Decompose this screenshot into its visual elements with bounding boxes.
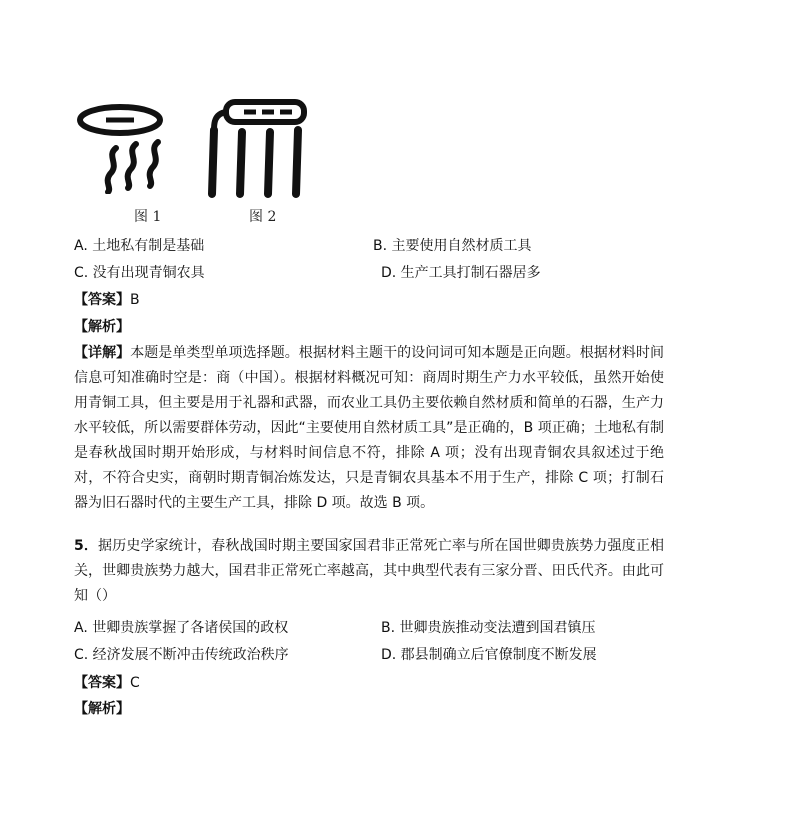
figure-1-glyph [76, 98, 168, 194]
q4-option-d: D. 生产工具打制石器居多 [381, 265, 541, 281]
q5-option-b: B. 世卿贵族推动变法遭到国君镇压 [381, 620, 596, 636]
q4-answer-value: B [130, 292, 140, 308]
q5-stem: 据历史学家统计，春秋战国时期主要国家国君非正常死亡率与所在国世卿贵族势力强度正相关，世卿贵族势力越大，国君非正常死亡率越高，其中典型代表有三家分晋、田氏代齐。由此可知（） [74, 538, 664, 604]
q5-stem-paragraph [74, 534, 664, 609]
figure-2-glyph [204, 98, 314, 198]
q5-answer [74, 673, 140, 693]
q5-option-d: D. 郡县制确立后官僚制度不断发展 [381, 647, 597, 663]
q4-answer-label: 【答案】 [74, 292, 130, 308]
q5-answer-value: C [130, 675, 140, 691]
q4-detail-text: 本题是单类型单项选择题。根据材料主题干的设问词可知本题是正向题。根据材料时间信息可知准确时空是：商（中国）。根据材料概况可知：商周时期生产力水平较低，虽然开始使用青铜工具，但主要是用于礼器和武器，而农业工具仍主要依赖自然材质和简单的石器，生产力水平较低，所以需要群体劳动，因此“主要使用自然材质工具”是正确的，B 项正确；土地私有制是春秋战国时期开始形成，与材料时间信息不符，排除 A 项；没有出现青铜农具叙述过于绝对，不符合史实，商朝时期青铜冶炼发达，只是青铜农具基本不用于生产，排除 C 项；打制石器为旧石器时代的主要生产工具，排除 D 项。故选 B 项。 [74, 345, 665, 511]
q5-answer-label: 【答案】 [74, 675, 130, 691]
q5-number: 5． [74, 538, 99, 554]
q4-analysis-label: 【解析】 [74, 319, 130, 335]
q4-option-a: A. 土地私有制是基础 [74, 238, 205, 254]
q4-detail-label: 【详解】 [74, 345, 131, 361]
figure-2-caption: 图 2 [249, 209, 277, 225]
q4-option-b: B. 主要使用自然材质工具 [373, 238, 532, 254]
q4-detail-paragraph [74, 341, 664, 516]
q4-answer [74, 290, 140, 310]
q5-option-a: A. 世卿贵族掌握了各诸侯国的政权 [74, 620, 289, 636]
q5-option-c: C. 经济发展不断冲击传统政治秩序 [74, 647, 289, 663]
figure-group [76, 98, 326, 223]
q5-analysis-label: 【解析】 [74, 701, 130, 717]
figure-1-caption: 图 1 [134, 209, 162, 225]
q4-option-c: C. 没有出现青铜农具 [74, 265, 205, 281]
